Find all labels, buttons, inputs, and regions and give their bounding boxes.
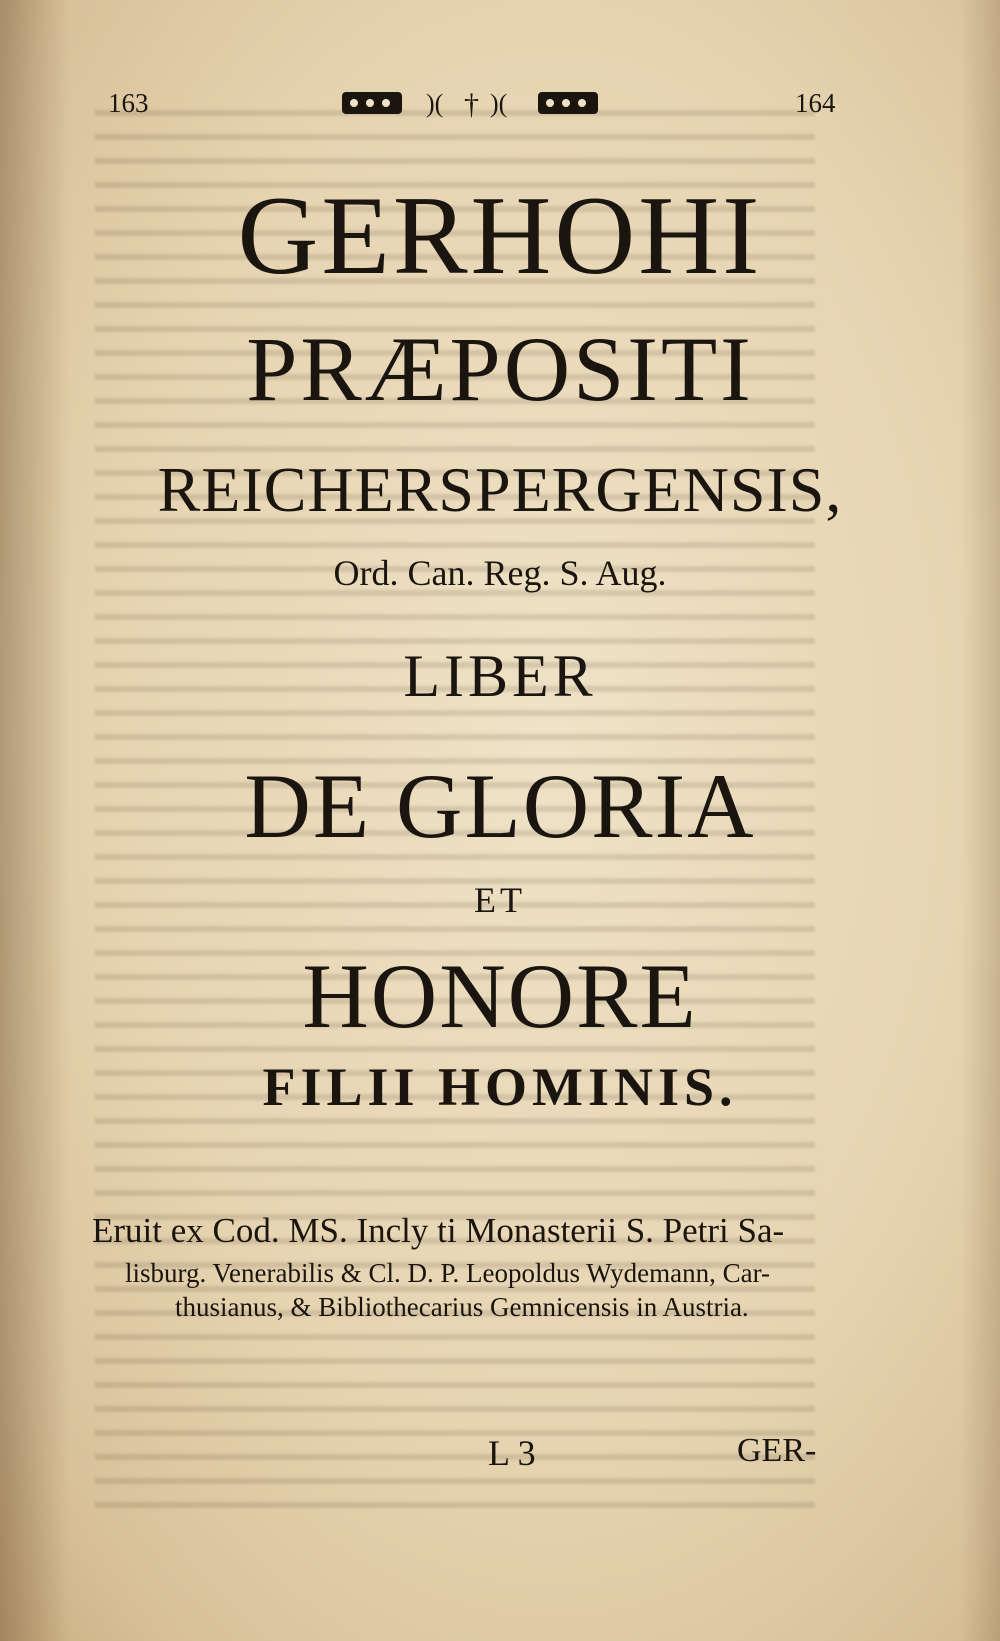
page-number-left: 163: [108, 88, 149, 118]
imprint-line-3: thusianus, & Bibliothecarius Gemnicensis in Austria.: [175, 1292, 749, 1322]
title-office: PRÆPOSITI: [246, 318, 754, 420]
title-liber: LIBER: [403, 643, 597, 709]
svg-text:)(: )(: [490, 89, 508, 118]
page-number-right: 164: [795, 88, 836, 118]
imprint-line-2: lisburg. Venerabilis & Cl. D. P. Leopoldus Wydemann, Car-: [125, 1258, 771, 1288]
catchword: GER-: [737, 1432, 817, 1469]
printers-ornament-icon: [340, 82, 600, 122]
svg-text:)(: )(: [426, 89, 444, 118]
title-filii-hominis: FILII HOMINIS.: [262, 1057, 738, 1117]
title-de-gloria: DE GLORIA: [244, 755, 756, 857]
title-order: Ord. Can. Reg. S. Aug.: [333, 553, 667, 593]
cross-icon: †: [464, 88, 479, 121]
title-et: ET: [474, 880, 526, 920]
title-place: REICHERSPERGENSIS,: [157, 454, 843, 525]
title-honore: HONORE: [302, 945, 698, 1047]
imprint-line-1: Eruit ex Cod. MS. Incly ti Monasterii S. Petri Sa-: [92, 1211, 785, 1250]
title-author: GERHOHI: [237, 174, 763, 298]
signature-mark: L 3: [488, 1433, 536, 1473]
